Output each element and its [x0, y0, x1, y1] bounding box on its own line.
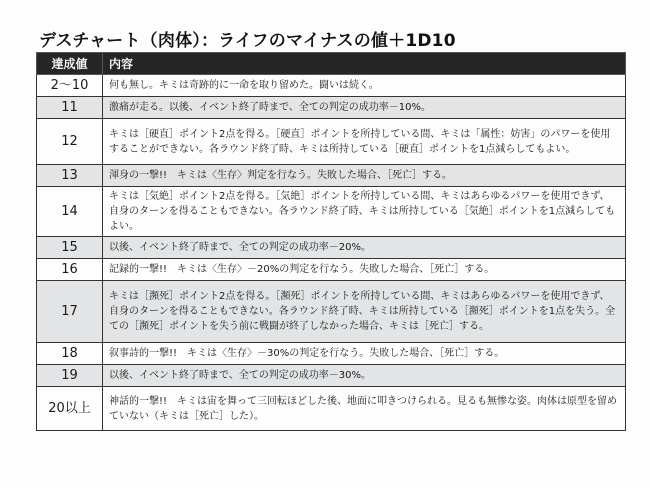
content-cell: 激痛が走る。以後、イベント終了時まで、全ての判定の成功率－10%。 — [103, 97, 626, 119]
table-header-row — [37, 53, 626, 75]
roll-cell: 18 — [37, 343, 103, 365]
content-cell: 叙事詩的一撃!! キミは〈生存〉－30%の判定を行なう。失敗した場合、［死亡］する。 — [103, 343, 626, 365]
table-row — [37, 97, 626, 119]
content-cell: 以後、イベント終了時まで、全ての判定の成功率－30%。 — [103, 365, 626, 387]
table-row — [37, 187, 626, 237]
content-cell: 記録的一撃!! キミは〈生存〉－20%の判定を行なう。失敗した場合、［死亡］する。 — [103, 259, 626, 281]
table-row — [37, 387, 626, 431]
roll-cell: 11 — [37, 97, 103, 119]
table-body — [37, 75, 626, 431]
roll-cell: 19 — [37, 365, 103, 387]
roll-cell: 16 — [37, 259, 103, 281]
table-row — [37, 281, 626, 343]
header-content: 内容 — [103, 53, 626, 75]
table-row — [37, 343, 626, 365]
roll-cell: 15 — [37, 237, 103, 259]
chart-title: デスチャート（肉体）：ライフのマイナスの値＋1D10 — [39, 31, 456, 51]
table-row — [37, 237, 626, 259]
roll-cell: 14 — [37, 187, 103, 237]
roll-cell: 2～10 — [37, 75, 103, 97]
content-cell: 渾身の一撃!! キミは〈生存〉判定を行なう。失敗した場合、［死亡］する。 — [103, 165, 626, 187]
roll-cell: 20以上 — [37, 387, 103, 431]
content-cell: 神話的一撃!! キミは宙を舞って三回転ほどした後、地面に叩きつけられる。見るも無惨な姿。肉体は原型を留めていない（キミは［死亡］した）。 — [103, 387, 626, 431]
content-cell: 何も無し。キミは奇跡的に一命を取り留めた。闘いは続く。 — [103, 75, 626, 97]
content-cell: キミは［気絶］ポイント2点を得る。［気絶］ポイントを所持している間、キミはあらゆるパワーを使用できず、自身のターンを得ることもできない。各ラウンド終了時、キミは所持している［気絶］ポイントを1点減らしてもよい。 — [103, 187, 626, 237]
roll-cell: 17 — [37, 281, 103, 343]
header-roll: 達成値 — [37, 53, 103, 75]
table-row — [37, 119, 626, 165]
death-chart-table — [36, 52, 626, 431]
table-row — [37, 75, 626, 97]
content-cell: キミは［硬直］ポイント2点を得る。［硬直］ポイントを所持している間、キミは「属性：妨害」のパワーを使用することができない。各ラウンド終了時、キミは所持している［硬直］ポイントを1点減らしてもよい。 — [103, 119, 626, 165]
roll-cell: 12 — [37, 119, 103, 165]
roll-cell: 13 — [37, 165, 103, 187]
table-row — [37, 165, 626, 187]
content-cell: キミは［瀕死］ポイント2点を得る。［瀕死］ポイントを所持している間、キミはあらゆるパワーを使用できず、自身のターンを得ることもできない。各ラウンド終了時、キミは所持している［瀕死］ポイントを1点を失う。全ての［瀕死］ポイントを失う前に戦闘が終了しなかった場合、キミは［死亡］する。 — [103, 281, 626, 343]
content-cell: 以後、イベント終了時まで、全ての判定の成功率－20%。 — [103, 237, 626, 259]
table-row — [37, 259, 626, 281]
table-row — [37, 365, 626, 387]
